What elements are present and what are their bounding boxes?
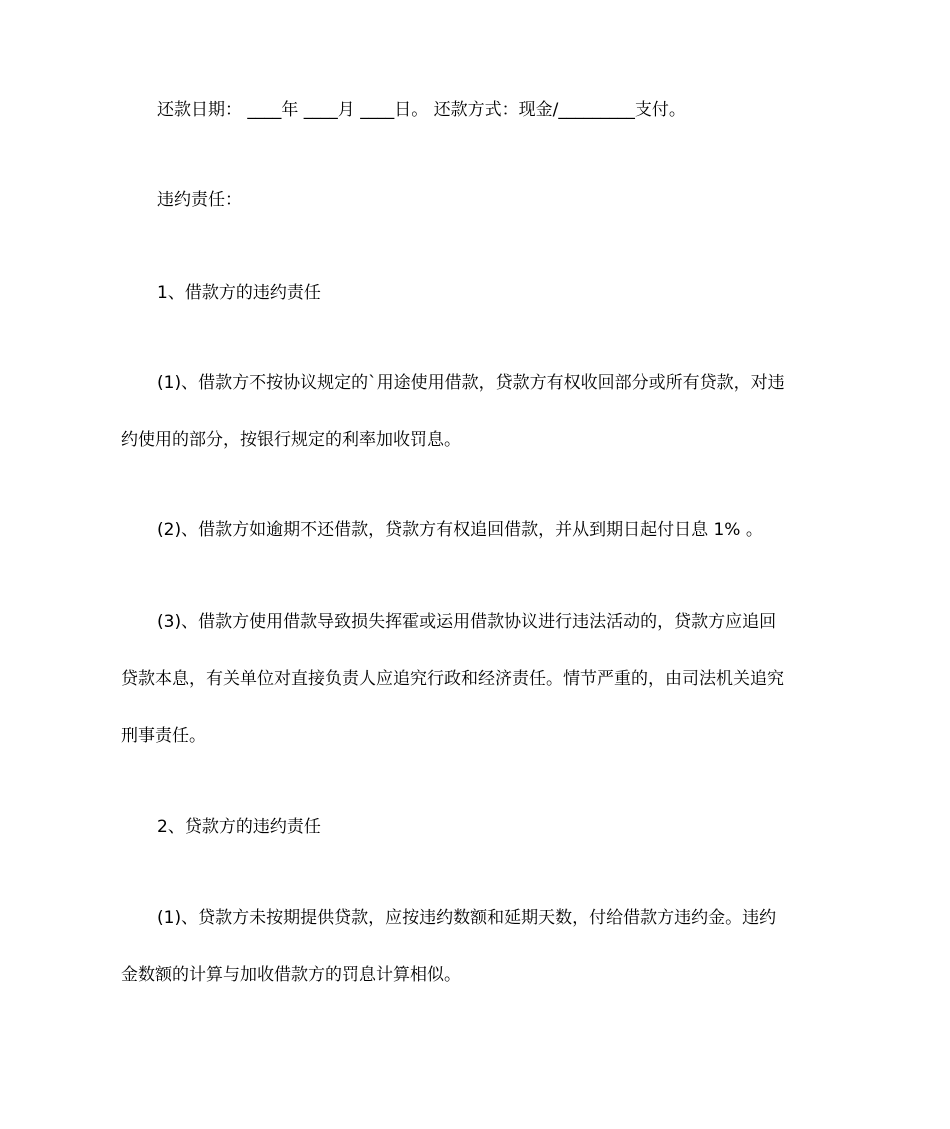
clause-2-1-line-2: 金数额的计算与加收借款方的罚息计算相似。	[121, 965, 461, 985]
clause-1-3-line-3: 刑事责任。	[121, 726, 206, 746]
clause-1-3-line-1: (3)、借款方使用借款导致损失挥霍或运用借款协议进行违法活动的，贷款方应追回	[157, 612, 777, 632]
borrower-liability-heading: 1、借款方的违约责任	[157, 283, 321, 303]
repayment-date-line: 还款日期： ____年 ____月 ____日。 还款方式：现金/_________支付。	[157, 100, 686, 120]
lender-liability-heading: 2、贷款方的违约责任	[157, 817, 321, 837]
breach-liability-heading: 违约责任：	[157, 190, 242, 210]
clause-1-2-line: (2)、借款方如逾期不还借款，贷款方有权追回借款，并从到期日起付日息 1% 。	[157, 520, 763, 540]
clause-1-1-line-1: (1)、借款方不按协议规定的`用途使用借款，贷款方有权收回部分或所有贷款，对违	[157, 373, 785, 393]
clause-1-1-line-2: 约使用的部分，按银行规定的利率加收罚息。	[121, 430, 461, 450]
clause-1-3-line-2: 贷款本息，有关单位对直接负责人应追究行政和经济责任。情节严重的，由司法机关追究	[121, 669, 784, 689]
clause-2-1-line-1: (1)、贷款方未按期提供贷款，应按违约数额和延期天数，付给借款方违约金。违约	[157, 908, 777, 928]
